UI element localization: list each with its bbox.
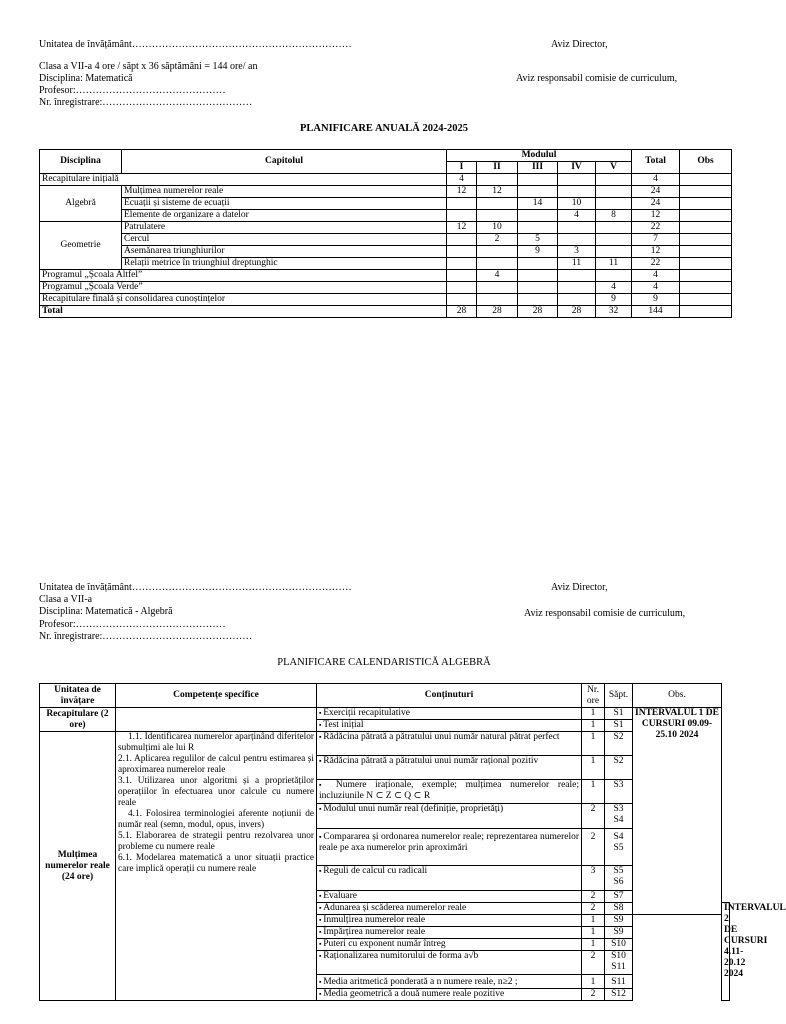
cell-value: [518, 222, 558, 234]
hours-cell: 1: [582, 732, 605, 756]
cell-obs: [680, 186, 732, 198]
hours-cell: 1: [582, 708, 605, 720]
table-row: [40, 174, 732, 186]
table-row: [40, 294, 732, 306]
cell-total: 22: [632, 222, 680, 234]
week-cell: S2: [605, 756, 633, 780]
cell-competente-empty: [116, 708, 317, 732]
hours-cell: 2: [582, 804, 605, 829]
cell-value: [518, 294, 558, 306]
week-cell: S4 S5: [605, 829, 633, 866]
table-row: [40, 732, 730, 756]
cell-obs: [680, 198, 732, 210]
cell-value: 11: [558, 258, 596, 270]
col-competente: Competențe specifice: [116, 684, 317, 708]
hours-cell: 1: [582, 756, 605, 780]
hours-cell: 2: [582, 829, 605, 866]
module-header: III: [518, 162, 558, 174]
teacher-line: Profesor:………………………………………: [39, 85, 226, 96]
cell-value: [447, 246, 477, 258]
cell-value: [447, 270, 477, 282]
registration-line: Nr. înregistrare:………………………………………: [39, 631, 253, 642]
cell-value: 4: [477, 270, 518, 282]
hours-cell: 2: [582, 891, 605, 903]
content-item: ▪ Rădăcina pătrată a pătratului unui număr rațional pozitiv: [317, 756, 582, 780]
week-cell: S10 S11: [605, 951, 633, 975]
week-cell: S3 S4: [605, 804, 633, 829]
content-item: ▪ Numere iraționale, exemple; mulțimea numerelor reale; incluziunile N ⊂ Z ⊂ Q ⊂ R: [317, 780, 582, 804]
module-header: IV: [558, 162, 596, 174]
hours-cell: 1: [582, 915, 605, 927]
hours-cell: 1: [582, 939, 605, 951]
content-item: ▪ Inmulțirea numerelor reale: [317, 915, 582, 927]
competente-list: [116, 732, 317, 1001]
week-cell: S2: [605, 732, 633, 756]
row-label: Recapitulare inițială: [40, 174, 447, 186]
aviz-responsabil: Aviz responsabil comisie de curriculum,: [516, 73, 678, 84]
cell-total: 4: [632, 282, 680, 294]
cell-value: [518, 258, 558, 270]
cell-total: 12: [632, 246, 680, 258]
cell-value: [518, 270, 558, 282]
content-item: ▪ Adunarea și scăderea numerelor reale: [317, 903, 582, 915]
content-item: ▪ Rădăcina pătrată a pătratului unui număr natural pătrat perfect: [317, 732, 582, 756]
cell-value: [558, 186, 596, 198]
col-modulul: Modulul: [447, 150, 632, 162]
cell-value: 14: [518, 198, 558, 210]
content-item: ▪ Puteri cu exponent număr întreg: [317, 939, 582, 951]
cell-obs: [680, 234, 732, 246]
hours-cell: 1: [582, 720, 605, 732]
week-cell: S8: [605, 903, 633, 915]
cell-value: [596, 270, 632, 282]
aviz-director: Aviz Director,: [551, 582, 608, 593]
table-row: [40, 246, 732, 258]
teacher-line: Profesor:………………………………………: [39, 619, 226, 630]
hours-cell: 1: [582, 975, 605, 989]
col-nr-ore: Nr. ore: [582, 684, 605, 708]
registration-line: Nr. înregistrare:………………………………………: [39, 97, 253, 108]
school-unit-line: Unitatea de învățământ…………………………………………………………: [39, 39, 352, 50]
hours-cell: 3: [582, 866, 605, 891]
content-item: ▪ Raționalizarea numitorului de forma a√b: [317, 951, 582, 975]
cell-value: [447, 198, 477, 210]
table-row: [40, 222, 732, 234]
chapter-label: Elemente de organizare a datelor: [122, 210, 447, 222]
col-continuturi: Conținuturi: [317, 684, 582, 708]
col-disciplina: Disciplina: [40, 150, 122, 174]
cell-value: [558, 294, 596, 306]
cell-value: 32: [596, 306, 632, 318]
cell-value: [477, 174, 518, 186]
cell-value: [596, 174, 632, 186]
content-item: ▪ Compararea și ordonarea numerelor reale; reprezentarea numerelor reale pe axa numerelor prin aproximări: [317, 829, 582, 866]
chapter-label: Asemănarea triunghiurilor: [122, 246, 447, 258]
cell-value: 4: [596, 282, 632, 294]
class-info: Clasa a VII-a: [39, 594, 93, 605]
module-header: II: [477, 162, 518, 174]
content-item: ▪ Reguli de calcul cu radicali: [317, 866, 582, 891]
week-cell: S12: [605, 989, 633, 1001]
cell-value: [558, 222, 596, 234]
cell-value: [477, 294, 518, 306]
cell-value: [596, 234, 632, 246]
module-header: I: [447, 162, 477, 174]
cell-value: [447, 234, 477, 246]
cell-value: [558, 270, 596, 282]
cell-value: 28: [558, 306, 596, 318]
cell-total: 22: [632, 258, 680, 270]
interval-2-note: INTERVALUL 2 DE CURSURI 4.11-20.12 2024: [722, 903, 730, 1001]
week-cell: S7: [605, 891, 633, 903]
table-row: [40, 708, 730, 720]
cell-value: 10: [477, 222, 518, 234]
competence-item: 1.1. Identificarea numerelor aparținând diferitelor submulțimi ale lui R: [118, 732, 314, 753]
cell-value: 28: [477, 306, 518, 318]
cell-value: [558, 282, 596, 294]
week-cell: S3: [605, 780, 633, 804]
interval-1-note: INTERVALUL 1 DE CURSURI 09.09-25.10 2024: [633, 708, 722, 915]
cell-value: 28: [447, 306, 477, 318]
content-item: ▪ Împărțirea numerelor reale: [317, 927, 582, 939]
cell-obs: [680, 222, 732, 234]
competence-item: 4.1. Folosirea terminologiei aferente noțiunii de număr real (semn, modul, opus, invers): [118, 809, 314, 830]
hours-cell: 2: [582, 903, 605, 915]
cell-value: 4: [558, 210, 596, 222]
cell-total: 24: [632, 198, 680, 210]
annual-plan-title: PLANIFICARE ANUALĂ 2024-2025: [299, 123, 468, 134]
chapter-label: Ecuații și sisteme de ecuații: [122, 198, 447, 210]
content-item: ▪ Evaluare: [317, 891, 582, 903]
unit-multimea-numerelor-reale: Mulțimea numerelor reale (24 ore): [40, 732, 116, 1001]
cell-total: 144: [632, 306, 680, 318]
competence-item: 2.1. Aplicarea regulilor de calcul pentru estimarea și aproximarea numerelor reale: [118, 754, 314, 775]
cell-value: [558, 234, 596, 246]
cell-obs: [680, 246, 732, 258]
col-obs: Obs: [680, 150, 732, 174]
cell-value: [558, 174, 596, 186]
chapter-label: Relații metrice în triunghiul dreptunghic: [122, 258, 447, 270]
cell-total: 4: [632, 174, 680, 186]
competence-item: 5.1. Elaborarea de strategii pentru rezolvarea unor probleme cu numere reale: [118, 831, 314, 852]
table-row: [40, 186, 732, 198]
cell-value: 9: [518, 246, 558, 258]
cell-value: [596, 186, 632, 198]
cell-value: 28: [518, 306, 558, 318]
cell-value: 9: [596, 294, 632, 306]
table-row: [40, 234, 732, 246]
content-item: ▪ Test inițial: [317, 720, 582, 732]
cell-obs: [680, 174, 732, 186]
cell-value: 11: [596, 258, 632, 270]
total-row: [40, 306, 732, 318]
cell-total: 24: [632, 186, 680, 198]
cell-obs: [680, 294, 732, 306]
cell-total: 4: [632, 270, 680, 282]
aviz-director: Aviz Director,: [551, 39, 608, 50]
table-row: [40, 282, 732, 294]
week-cell: S1: [605, 720, 633, 732]
cell-value: [477, 258, 518, 270]
cell-obs: [680, 210, 732, 222]
hours-cell: 1: [582, 780, 605, 804]
discipline-geometrie: Geometrie: [40, 222, 122, 270]
col-obs: Obs.: [633, 684, 722, 708]
cell-value: [447, 258, 477, 270]
cell-value: [596, 222, 632, 234]
col-unit: Unitatea de învățare: [40, 684, 116, 708]
row-label: Programul „Școala Altfel”: [40, 270, 447, 282]
week-cell: S5 S6: [605, 866, 633, 891]
cell-value: [447, 210, 477, 222]
discipline-line: Disciplina: Matematică: [39, 73, 133, 84]
total-label: Total: [40, 306, 447, 318]
table-row: [40, 270, 732, 282]
module-header: V: [596, 162, 632, 174]
competence-item: 3.1. Utilizarea unor algoritmi și a proprietăților operațiilor în efectuarea unor calcule cu numere reale: [118, 776, 314, 808]
cell-value: [518, 174, 558, 186]
cell-value: 8: [596, 210, 632, 222]
cell-value: [477, 210, 518, 222]
competence-item: 6.1. Modelarea matematică a unor situații practice care implică operații cu numere reale: [118, 853, 314, 874]
cell-value: 2: [477, 234, 518, 246]
content-item: ▪ Media aritmetică ponderată a n numere reale, n≥2 ;: [317, 975, 582, 989]
hours-cell: 2: [582, 989, 605, 1001]
cell-value: [447, 282, 477, 294]
cell-value: [596, 198, 632, 210]
annual-plan-table: [39, 149, 732, 318]
calendar-plan-title: PLANIFICARE CALENDARISTICĂ ALGEBRĂ: [277, 657, 491, 668]
col-saptamana: Săpt.: [605, 684, 633, 708]
table-row: [40, 198, 732, 210]
cell-value: [596, 246, 632, 258]
cell-obs: [680, 270, 732, 282]
content-item: ▪ Exerciții recapitulative: [317, 708, 582, 720]
week-cell: S1: [605, 708, 633, 720]
chapter-label: Cercul: [122, 234, 447, 246]
cell-total: 7: [632, 234, 680, 246]
cell-value: [447, 294, 477, 306]
calendar-plan-table: [39, 683, 786, 1001]
chapter-label: Patrulatere: [122, 222, 447, 234]
cell-total: 12: [632, 210, 680, 222]
cell-value: 12: [477, 186, 518, 198]
cell-obs: [680, 258, 732, 270]
cell-value: [518, 210, 558, 222]
discipline-algebra: Algebră: [40, 186, 122, 222]
row-label: Recapitulare finală și consolidarea cunoștințelor: [40, 294, 447, 306]
school-unit-line: Unitatea de învățământ…………………………………………………………: [39, 582, 352, 593]
cell-value: 3: [558, 246, 596, 258]
content-item: ▪ Media geometrică a două numere reale pozitive: [317, 989, 582, 1001]
week-cell: S10: [605, 939, 633, 951]
chapter-label: Mulțimea numerelor reale: [122, 186, 447, 198]
hours-cell: 2: [582, 951, 605, 975]
col-total: Total: [632, 150, 680, 174]
col-capitolul: Capitolul: [122, 150, 447, 174]
week-cell: S9: [605, 927, 633, 939]
discipline-line: Disciplina: Matematică - Algebră: [39, 606, 173, 617]
aviz-responsabil: Aviz responsabil comisie de curriculum,: [524, 608, 686, 619]
table-row: [40, 258, 732, 270]
cell-value: 5: [518, 234, 558, 246]
cell-value: [518, 186, 558, 198]
cell-value: 12: [447, 222, 477, 234]
unit-recapitulare: Recapitulare (2 ore): [40, 708, 116, 732]
cell-value: 10: [558, 198, 596, 210]
cell-value: [518, 282, 558, 294]
cell-total: 9: [632, 294, 680, 306]
row-label: Programul „Școala Verde”: [40, 282, 447, 294]
cell-value: [477, 282, 518, 294]
week-cell: S11: [605, 975, 633, 989]
class-info: Clasa a VII-a 4 ore / săpt x 36 săptămâni = 144 ore/ an: [39, 61, 258, 72]
cell-obs: [680, 282, 732, 294]
cell-value: 12: [447, 186, 477, 198]
content-item: ▪ Modulul unui număr real (definiție, proprietăți): [317, 804, 582, 829]
cell-value: [477, 246, 518, 258]
table-row: [40, 210, 732, 222]
week-cell: S9: [605, 915, 633, 927]
cell-obs: [680, 306, 732, 318]
cell-value: 4: [447, 174, 477, 186]
cell-value: [477, 198, 518, 210]
hours-cell: 1: [582, 927, 605, 939]
